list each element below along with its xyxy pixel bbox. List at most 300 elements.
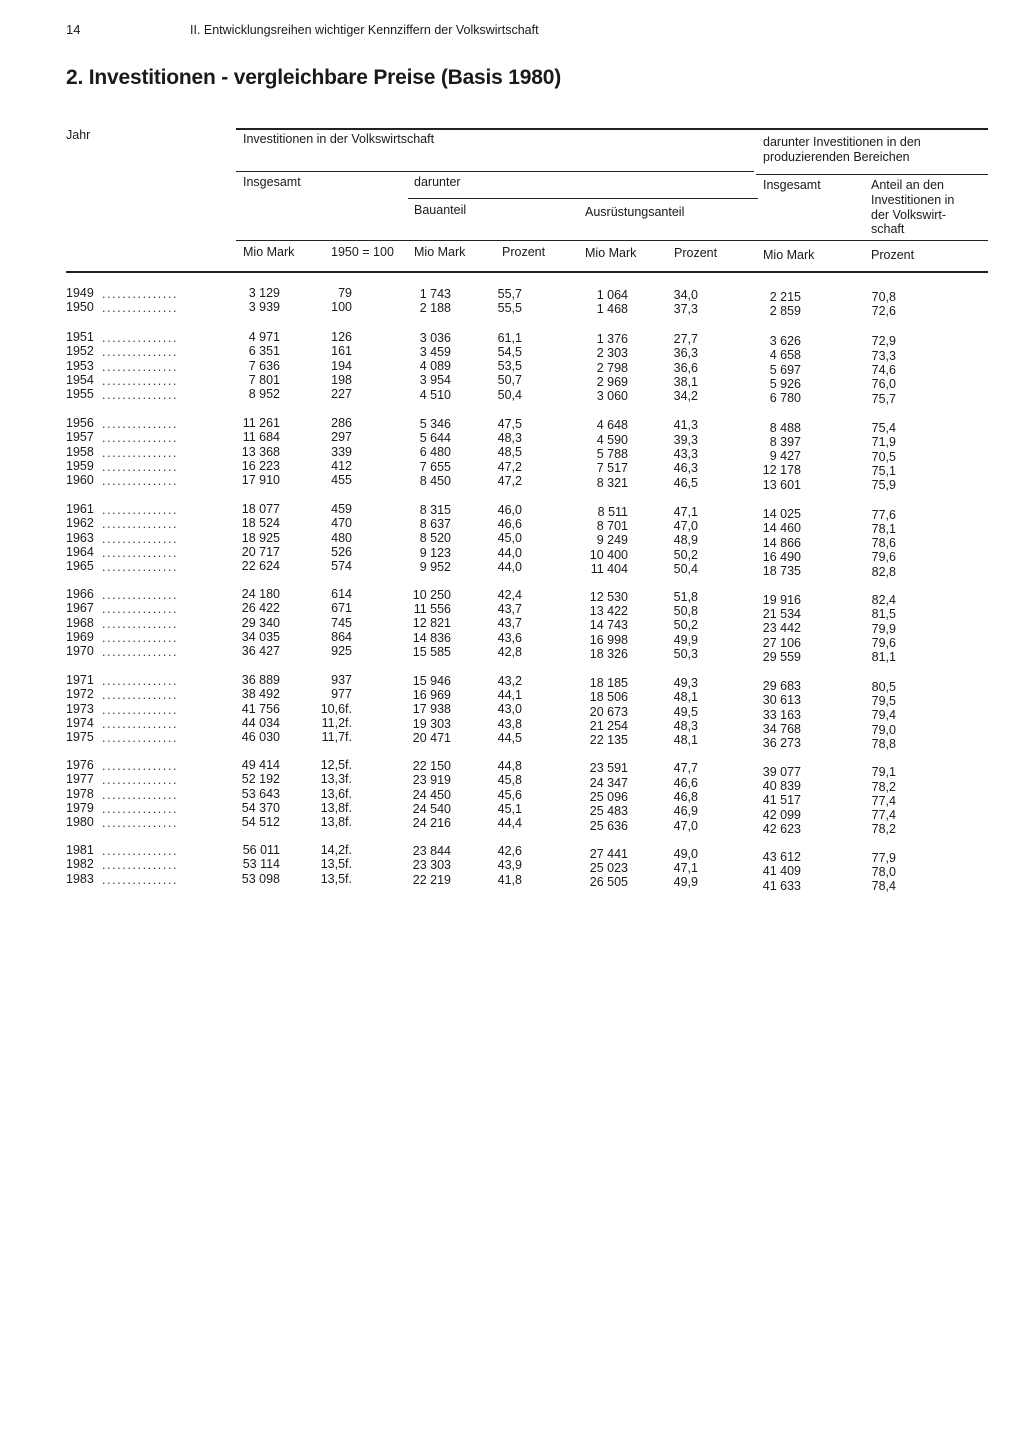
cell-insgesamt-mio-mark: 34 035 xyxy=(241,629,280,644)
cell-insgesamt-mio-mark: 6 351 xyxy=(248,344,280,359)
cell-bau-prozent: 44,0 xyxy=(497,559,522,574)
cell-ausruestung-mio-mark: 1 468 xyxy=(596,302,628,317)
cell-bau-mio-mark: 20 471 xyxy=(412,731,451,746)
cell-ausruestung-prozent: 49,0 xyxy=(673,846,698,861)
leader-dots: ............... xyxy=(102,531,179,546)
cell-insgesamt-mio-mark: 20 717 xyxy=(241,544,280,559)
cell-bau-mio-mark: 23 919 xyxy=(412,773,451,788)
cell-insgesamt-mio-mark: 29 340 xyxy=(241,615,280,630)
cell-prod-mio-mark: 30 613 xyxy=(762,693,801,708)
cell-prod-mio-mark: 5 926 xyxy=(769,376,801,391)
cell-anteil-prozent: 78,0 xyxy=(871,865,896,880)
header-insgesamt: Insgesamt xyxy=(243,175,301,189)
cell-ausruestung-mio-mark: 16 998 xyxy=(589,632,628,647)
cell-prod-mio-mark: 27 106 xyxy=(762,635,801,650)
cell-prod-mio-mark: 36 273 xyxy=(762,736,801,751)
cell-insgesamt-mio-mark: 44 034 xyxy=(241,715,280,730)
cell-index-1950: 864 xyxy=(331,629,352,644)
leader-dots: ............... xyxy=(102,716,179,731)
cell-index-1950: 412 xyxy=(331,458,352,473)
unit-mio-mark: Mio Mark xyxy=(585,246,637,260)
cell-prod-mio-mark: 8 397 xyxy=(769,434,801,449)
cell-anteil-prozent: 78,1 xyxy=(871,521,896,536)
leader-dots: ............... xyxy=(102,503,179,517)
cell-bau-mio-mark: 4 089 xyxy=(419,359,451,374)
cell-prod-mio-mark: 14 866 xyxy=(762,535,801,550)
cell-anteil-prozent: 73,3 xyxy=(871,348,896,363)
cell-insgesamt-mio-mark: 8 952 xyxy=(248,387,280,402)
cell-bau-mio-mark: 3 459 xyxy=(419,344,451,359)
cell-ausruestung-mio-mark: 13 422 xyxy=(589,604,628,619)
unit-mio-mark: Mio Mark xyxy=(243,245,295,259)
cell-ausruestung-prozent: 46,6 xyxy=(673,775,698,790)
cell-ausruestung-prozent: 49,9 xyxy=(673,875,698,890)
cell-prod-mio-mark: 29 683 xyxy=(762,679,801,694)
cell-bau-mio-mark: 5 346 xyxy=(419,416,451,431)
cell-ausruestung-prozent: 48,9 xyxy=(673,533,698,548)
cell-insgesamt-mio-mark: 11 684 xyxy=(242,430,280,445)
cell-ausruestung-prozent: 49,9 xyxy=(673,632,698,647)
cell-insgesamt-mio-mark: 17 910 xyxy=(241,473,280,488)
cell-anteil-prozent: 77,9 xyxy=(871,850,896,865)
cell-ausruestung-prozent: 51,8 xyxy=(673,589,698,604)
cell-insgesamt-mio-mark: 54 512 xyxy=(241,815,280,830)
cell-prod-mio-mark: 2 859 xyxy=(769,303,801,318)
cell-ausruestung-mio-mark: 2 798 xyxy=(596,360,628,375)
cell-anteil-prozent: 79,0 xyxy=(871,722,896,737)
cell-bau-prozent: 44,1 xyxy=(497,688,522,703)
cell-bau-prozent: 45,1 xyxy=(497,801,522,816)
cell-prod-mio-mark: 5 697 xyxy=(769,362,801,377)
row-year: 1970 xyxy=(66,644,94,659)
header-rule-produzierend xyxy=(756,174,988,175)
cell-index-1950: 339 xyxy=(331,444,352,459)
cell-anteil-prozent: 82,8 xyxy=(871,564,896,579)
unit-mio-mark: Mio Mark xyxy=(414,245,466,259)
cell-ausruestung-mio-mark: 21 254 xyxy=(589,719,628,734)
cell-bau-mio-mark: 8 450 xyxy=(419,473,451,488)
header-rule-units-top xyxy=(236,240,988,241)
header-rule-units-bottom xyxy=(66,271,988,273)
cell-index-1950: 100 xyxy=(331,300,352,315)
cell-anteil-prozent: 70,5 xyxy=(871,449,896,464)
cell-ausruestung-mio-mark: 2 969 xyxy=(596,374,628,389)
cell-insgesamt-mio-mark: 24 180 xyxy=(241,587,280,601)
header-anteil-2: Investitionen in xyxy=(871,193,955,207)
row-year: 1962 xyxy=(66,516,94,531)
header-top-rule xyxy=(236,128,988,130)
leader-dots: ............... xyxy=(102,560,179,575)
leader-dots: ............... xyxy=(102,731,179,746)
row-year: 1950 xyxy=(66,300,94,315)
cell-anteil-prozent: 75,4 xyxy=(871,420,896,435)
header-anteil-4: schaft xyxy=(871,222,905,236)
cell-anteil-prozent: 70,8 xyxy=(871,289,896,304)
cell-bau-mio-mark: 15 946 xyxy=(412,673,451,688)
cell-bau-prozent: 54,5 xyxy=(497,344,522,359)
row-year: 1952 xyxy=(66,344,94,359)
cell-bau-prozent: 48,5 xyxy=(497,445,522,460)
header-prod-insgesamt: Insgesamt xyxy=(763,178,821,192)
header-anteil-3: der Volkswirt- xyxy=(871,208,947,222)
row-year: 1961 xyxy=(66,502,94,516)
cell-prod-mio-mark: 13 601 xyxy=(762,477,801,492)
cell-index-1950: 161 xyxy=(331,344,352,359)
cell-prod-mio-mark: 33 163 xyxy=(762,707,801,722)
row-year: 1981 xyxy=(66,843,94,857)
cell-ausruestung-prozent: 48,1 xyxy=(673,690,698,705)
cell-bau-prozent: 50,7 xyxy=(497,373,522,388)
cell-bau-mio-mark: 2 188 xyxy=(419,300,451,315)
cell-ausruestung-mio-mark: 7 517 xyxy=(596,461,628,476)
cell-bau-mio-mark: 10 250 xyxy=(412,587,451,602)
leader-dots: ............... xyxy=(102,872,179,887)
page-title: 2. Investitionen - vergleichbare Preise (Basis 1980) xyxy=(66,66,561,89)
leader-dots: ............... xyxy=(102,388,179,403)
cell-prod-mio-mark: 14 460 xyxy=(762,521,801,536)
cell-bau-prozent: 45,8 xyxy=(497,773,522,788)
cell-ausruestung-mio-mark: 14 743 xyxy=(589,618,628,633)
cell-prod-mio-mark: 9 427 xyxy=(769,449,801,464)
cell-ausruestung-mio-mark: 5 788 xyxy=(596,446,628,461)
cell-bau-prozent: 44,4 xyxy=(497,816,522,831)
cell-ausruestung-prozent: 46,8 xyxy=(673,790,698,805)
cell-index-1950: 13,8f. xyxy=(320,800,352,815)
cell-anteil-prozent: 76,0 xyxy=(871,377,896,392)
leader-dots: ............... xyxy=(102,445,179,460)
cell-ausruestung-mio-mark: 4 590 xyxy=(596,432,628,447)
row-year: 1964 xyxy=(66,544,94,559)
row-year: 1951 xyxy=(66,330,94,344)
leader-dots: ............... xyxy=(102,645,179,660)
cell-ausruestung-mio-mark: 10 400 xyxy=(589,547,628,562)
cell-bau-prozent: 61,1 xyxy=(497,330,522,345)
cell-bau-prozent: 47,2 xyxy=(497,459,522,474)
cell-index-1950: 194 xyxy=(331,358,352,373)
cell-index-1950: 480 xyxy=(331,530,352,545)
cell-prod-mio-mark: 3 626 xyxy=(769,334,801,349)
cell-ausruestung-mio-mark: 8 511 xyxy=(597,504,628,519)
cell-bau-prozent: 46,0 xyxy=(497,502,522,517)
cell-anteil-prozent: 81,1 xyxy=(871,650,896,665)
cell-insgesamt-mio-mark: 26 422 xyxy=(241,601,280,616)
cell-index-1950: 455 xyxy=(331,473,352,488)
cell-prod-mio-mark: 21 534 xyxy=(762,606,801,621)
row-year: 1953 xyxy=(66,358,94,373)
cell-ausruestung-mio-mark: 27 441 xyxy=(589,846,628,861)
cell-ausruestung-mio-mark: 1 064 xyxy=(596,287,628,302)
cell-index-1950: 470 xyxy=(331,516,352,531)
cell-index-1950: 925 xyxy=(331,644,352,659)
cell-ausruestung-prozent: 43,3 xyxy=(673,446,698,461)
cell-index-1950: 11,2f. xyxy=(321,715,352,730)
cell-bau-mio-mark: 7 655 xyxy=(419,459,451,474)
cell-insgesamt-mio-mark: 36 889 xyxy=(241,673,280,687)
leader-dots: ............... xyxy=(102,474,179,489)
running-header: II. Entwicklungsreihen wichtiger Kennziffern der Volkswirtschaft xyxy=(190,23,539,37)
cell-ausruestung-prozent: 50,8 xyxy=(673,604,698,619)
cell-ausruestung-mio-mark: 22 135 xyxy=(589,733,628,748)
cell-bau-mio-mark: 19 303 xyxy=(412,716,451,731)
leader-dots: ............... xyxy=(102,688,179,703)
cell-prod-mio-mark: 18 735 xyxy=(762,564,801,579)
row-year: 1980 xyxy=(66,815,94,830)
cell-bau-mio-mark: 23 303 xyxy=(412,858,451,873)
header-jahr: Jahr xyxy=(66,128,91,142)
cell-ausruestung-prozent: 36,3 xyxy=(673,346,698,361)
leader-dots: ............... xyxy=(102,545,179,560)
row-year: 1971 xyxy=(66,673,94,687)
cell-anteil-prozent: 75,9 xyxy=(871,478,896,493)
cell-bau-prozent: 41,8 xyxy=(497,872,522,887)
cell-index-1950: 459 xyxy=(331,502,352,516)
cell-insgesamt-mio-mark: 7 636 xyxy=(248,358,280,373)
cell-bau-prozent: 45,0 xyxy=(497,531,522,546)
cell-anteil-prozent: 71,9 xyxy=(871,435,896,450)
cell-index-1950: 286 xyxy=(331,416,352,430)
cell-index-1950: 13,8f. xyxy=(320,815,352,830)
leader-dots: ............... xyxy=(102,702,179,717)
cell-index-1950: 14,2f. xyxy=(320,843,352,857)
unit-index: 1950 = 100 xyxy=(331,245,394,259)
cell-insgesamt-mio-mark: 16 223 xyxy=(241,458,280,473)
cell-index-1950: 12,5f. xyxy=(320,758,352,772)
cell-bau-mio-mark: 24 450 xyxy=(412,787,451,802)
cell-bau-prozent: 43,2 xyxy=(497,673,522,688)
cell-index-1950: 297 xyxy=(331,430,352,445)
row-year: 1975 xyxy=(66,730,94,745)
cell-anteil-prozent: 78,2 xyxy=(871,779,896,794)
leader-dots: ............... xyxy=(102,417,179,431)
cell-ausruestung-prozent: 36,6 xyxy=(673,360,698,375)
cell-bau-mio-mark: 8 520 xyxy=(419,531,451,546)
cell-anteil-prozent: 72,9 xyxy=(871,334,896,349)
cell-ausruestung-prozent: 41,3 xyxy=(673,418,698,433)
row-year: 1960 xyxy=(66,473,94,488)
cell-bau-prozent: 47,5 xyxy=(497,416,522,431)
leader-dots: ............... xyxy=(102,331,179,345)
cell-index-1950: 13,5f. xyxy=(320,871,352,886)
cell-anteil-prozent: 75,1 xyxy=(871,463,896,478)
cell-insgesamt-mio-mark: 53 643 xyxy=(241,786,280,801)
cell-bau-prozent: 43,8 xyxy=(497,716,522,731)
leader-dots: ............... xyxy=(102,588,179,602)
cell-prod-mio-mark: 42 623 xyxy=(762,821,801,836)
cell-ausruestung-prozent: 47,1 xyxy=(673,504,698,519)
leader-dots: ............... xyxy=(102,345,179,360)
header-produzierend-2: produzierenden Bereichen xyxy=(763,150,910,164)
cell-anteil-prozent: 79,6 xyxy=(871,635,896,650)
cell-anteil-prozent: 77,4 xyxy=(871,808,896,823)
cell-anteil-prozent: 79,1 xyxy=(871,765,896,780)
cell-ausruestung-prozent: 50,4 xyxy=(673,561,698,576)
cell-bau-prozent: 43,0 xyxy=(497,702,522,717)
cell-ausruestung-mio-mark: 9 249 xyxy=(596,533,628,548)
leader-dots: ............... xyxy=(102,630,179,645)
cell-ausruestung-prozent: 46,5 xyxy=(673,475,698,490)
row-year: 1972 xyxy=(66,687,94,702)
cell-bau-prozent: 45,6 xyxy=(497,787,522,802)
cell-ausruestung-prozent: 48,1 xyxy=(673,733,698,748)
cell-insgesamt-mio-mark: 3 129 xyxy=(248,286,280,300)
cell-index-1950: 227 xyxy=(331,387,352,402)
cell-ausruestung-prozent: 47,7 xyxy=(673,761,698,776)
cell-insgesamt-mio-mark: 41 756 xyxy=(241,701,280,716)
cell-insgesamt-mio-mark: 49 414 xyxy=(241,758,280,772)
cell-prod-mio-mark: 19 916 xyxy=(762,592,801,607)
cell-anteil-prozent: 78,6 xyxy=(871,536,896,551)
cell-prod-mio-mark: 41 633 xyxy=(762,878,801,893)
row-year: 1958 xyxy=(66,444,94,459)
cell-ausruestung-mio-mark: 18 506 xyxy=(589,690,628,705)
cell-index-1950: 10,6f. xyxy=(320,701,352,716)
cell-ausruestung-prozent: 47,0 xyxy=(673,518,698,533)
cell-bau-mio-mark: 22 150 xyxy=(412,758,451,773)
cell-anteil-prozent: 74,6 xyxy=(871,362,896,377)
row-year: 1968 xyxy=(66,615,94,630)
cell-ausruestung-mio-mark: 8 701 xyxy=(596,518,628,533)
leader-dots: ............... xyxy=(102,759,179,773)
leader-dots: ............... xyxy=(102,517,179,532)
unit-prozent: Prozent xyxy=(871,248,915,262)
cell-insgesamt-mio-mark: 22 624 xyxy=(241,559,280,574)
cell-ausruestung-prozent: 50,2 xyxy=(673,547,698,562)
header-rule-insgesamt xyxy=(236,171,754,172)
cell-prod-mio-mark: 42 099 xyxy=(762,807,801,822)
cell-anteil-prozent: 80,5 xyxy=(871,679,896,694)
leader-dots: ............... xyxy=(102,431,179,446)
row-year: 1966 xyxy=(66,587,94,601)
cell-bau-prozent: 42,6 xyxy=(497,844,522,859)
cell-bau-prozent: 43,9 xyxy=(497,858,522,873)
cell-insgesamt-mio-mark: 18 925 xyxy=(241,530,280,545)
cell-ausruestung-prozent: 47,1 xyxy=(673,860,698,875)
cell-ausruestung-mio-mark: 18 185 xyxy=(589,676,628,691)
cell-prod-mio-mark: 2 215 xyxy=(769,289,801,304)
cell-index-1950: 937 xyxy=(331,673,352,687)
cell-ausruestung-prozent: 39,3 xyxy=(673,432,698,447)
cell-prod-mio-mark: 16 490 xyxy=(762,549,801,564)
cell-index-1950: 574 xyxy=(331,559,352,574)
cell-anteil-prozent: 79,6 xyxy=(871,550,896,565)
cell-bau-prozent: 55,7 xyxy=(497,286,522,301)
cell-bau-mio-mark: 22 219 xyxy=(412,872,451,887)
cell-bau-prozent: 47,2 xyxy=(497,473,522,488)
cell-ausruestung-mio-mark: 1 376 xyxy=(596,332,628,347)
cell-anteil-prozent: 77,4 xyxy=(871,793,896,808)
unit-mio-mark: Mio Mark xyxy=(763,248,815,262)
cell-ausruestung-prozent: 49,3 xyxy=(673,676,698,691)
cell-insgesamt-mio-mark: 7 801 xyxy=(248,372,280,387)
cell-index-1950: 977 xyxy=(331,687,352,702)
cell-prod-mio-mark: 6 780 xyxy=(769,391,801,406)
header-volkswirtschaft: Investitionen in der Volkswirtschaft xyxy=(243,132,435,146)
cell-insgesamt-mio-mark: 4 971 xyxy=(248,330,280,344)
page-number: 14 xyxy=(66,22,81,37)
cell-bau-prozent: 48,3 xyxy=(497,430,522,445)
cell-ausruestung-prozent: 38,1 xyxy=(673,374,698,389)
cell-anteil-prozent: 75,7 xyxy=(871,391,896,406)
row-year: 1983 xyxy=(66,871,94,886)
leader-dots: ............... xyxy=(102,858,179,873)
cell-index-1950: 79 xyxy=(338,286,352,300)
cell-ausruestung-mio-mark: 25 636 xyxy=(589,818,628,833)
cell-insgesamt-mio-mark: 18 524 xyxy=(241,516,280,531)
cell-prod-mio-mark: 34 768 xyxy=(762,722,801,737)
cell-bau-mio-mark: 9 952 xyxy=(419,559,451,574)
header-bauanteil: Bauanteil xyxy=(414,203,467,217)
cell-ausruestung-mio-mark: 2 303 xyxy=(596,346,628,361)
cell-anteil-prozent: 79,9 xyxy=(871,621,896,636)
cell-anteil-prozent: 79,4 xyxy=(871,708,896,723)
cell-index-1950: 671 xyxy=(331,601,352,616)
cell-ausruestung-mio-mark: 4 648 xyxy=(596,418,628,433)
row-year: 1957 xyxy=(66,430,94,445)
cell-ausruestung-prozent: 34,0 xyxy=(673,287,698,302)
leader-dots: ............... xyxy=(102,773,179,788)
cell-ausruestung-prozent: 50,3 xyxy=(673,647,698,662)
cell-anteil-prozent: 79,5 xyxy=(871,693,896,708)
cell-prod-mio-mark: 40 839 xyxy=(762,778,801,793)
cell-ausruestung-mio-mark: 25 483 xyxy=(589,804,628,819)
cell-bau-mio-mark: 16 969 xyxy=(412,688,451,703)
cell-insgesamt-mio-mark: 53 098 xyxy=(241,871,280,886)
cell-anteil-prozent: 82,4 xyxy=(871,593,896,608)
cell-index-1950: 614 xyxy=(331,587,352,601)
cell-prod-mio-mark: 41 409 xyxy=(762,864,801,879)
cell-ausruestung-mio-mark: 24 347 xyxy=(589,775,628,790)
cell-bau-prozent: 43,7 xyxy=(497,616,522,631)
cell-bau-mio-mark: 14 836 xyxy=(412,630,451,645)
unit-prozent: Prozent xyxy=(502,245,546,259)
cell-bau-mio-mark: 17 938 xyxy=(412,702,451,717)
row-year: 1963 xyxy=(66,530,94,545)
cell-ausruestung-prozent: 47,0 xyxy=(673,818,698,833)
cell-ausruestung-prozent: 48,3 xyxy=(673,719,698,734)
cell-bau-mio-mark: 23 844 xyxy=(412,844,451,859)
cell-anteil-prozent: 78,8 xyxy=(871,736,896,751)
cell-bau-mio-mark: 5 644 xyxy=(419,430,451,445)
cell-insgesamt-mio-mark: 46 030 xyxy=(241,730,280,745)
cell-bau-prozent: 50,4 xyxy=(497,387,522,402)
cell-bau-mio-mark: 11 556 xyxy=(413,602,451,617)
cell-ausruestung-mio-mark: 26 505 xyxy=(589,875,628,890)
cell-bau-mio-mark: 8 637 xyxy=(419,517,451,532)
leader-dots: ............... xyxy=(102,616,179,631)
cell-bau-prozent: 42,4 xyxy=(497,587,522,602)
cell-ausruestung-mio-mark: 11 404 xyxy=(590,561,628,576)
cell-bau-prozent: 44,0 xyxy=(497,545,522,560)
header-darunter: darunter xyxy=(414,175,461,189)
cell-anteil-prozent: 77,6 xyxy=(871,507,896,522)
cell-ausruestung-mio-mark: 18 326 xyxy=(589,647,628,662)
cell-bau-mio-mark: 8 315 xyxy=(419,502,451,517)
cell-index-1950: 745 xyxy=(331,615,352,630)
cell-ausruestung-prozent: 46,3 xyxy=(673,461,698,476)
cell-insgesamt-mio-mark: 52 192 xyxy=(241,772,280,787)
row-year: 1976 xyxy=(66,758,94,772)
leader-dots: ............... xyxy=(102,359,179,374)
unit-prozent: Prozent xyxy=(674,246,718,260)
cell-prod-mio-mark: 14 025 xyxy=(762,507,801,522)
leader-dots: ............... xyxy=(102,801,179,816)
cell-insgesamt-mio-mark: 54 370 xyxy=(241,800,280,815)
cell-bau-mio-mark: 24 540 xyxy=(412,801,451,816)
cell-prod-mio-mark: 39 077 xyxy=(762,764,801,779)
cell-ausruestung-prozent: 27,7 xyxy=(673,332,698,347)
cell-insgesamt-mio-mark: 53 114 xyxy=(242,857,280,872)
cell-bau-prozent: 43,6 xyxy=(497,630,522,645)
